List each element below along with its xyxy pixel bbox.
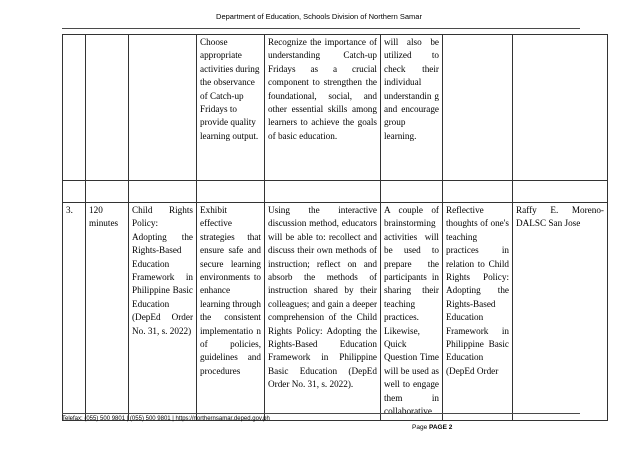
footer-contact: Telefax: (055) 500 9801 | (055) 500 9801 | https://northernsamar.deped.gov.ph [62,416,270,422]
cell-activities: will also be utilized to check their individual understandin g and encourage group learning. [381,35,443,181]
session-plan-table [62,34,608,421]
cell-objective: Choose appropriate activities during the observance of Catch-up Fridays to provide quality learning output. [197,35,265,181]
cell-resource-person [513,35,608,181]
cell-activities: A couple of brainstorming activities will be used to prepare the participants in sharing their teaching practices. Likewise, Quick Question Time will be used as well to engage them in collaborative [381,203,443,421]
table-row [63,203,608,421]
cell-empty [381,181,443,203]
page-number [412,424,452,431]
page-header: Department of Education, Schools Division of Northern Samar [216,12,422,21]
cell-output [443,35,513,181]
cell-empty [86,181,129,203]
cell-output: Reflective thoughts of one's teaching practices in relation to Child Rights Policy: Adopting the Rights-Based Education Framework in Philippine Basic Education (DepEd Order [443,203,513,421]
cell-empty [63,181,86,203]
table-row [63,35,608,181]
cell-empty [443,181,513,203]
cell-empty [129,181,197,203]
cell-duration [86,35,129,181]
cell-resource-person: Raffy E. Moreno-DALSC San Jose [513,203,608,421]
cell-topic [129,35,197,181]
page-number-value: PAGE 2 [429,424,453,431]
page-label: Page [412,424,428,431]
header-divider [62,28,580,29]
cell-objective: Exhibit effective strategies that ensure safe and secure learning environments to enhance learning through the consistent implementatio n of policies, guidelines and procedures [197,203,265,421]
cell-topic: Child Rights Policy: Adopting the Rights-Based Education Framework in Philippine Basic Education (DepEd Order No. 31, s. 2022) [129,203,197,421]
cell-methodology: Using the interactive discussion method, educators will be able to: recollect and discuss their own methods of instruction; reflect on and absorb the methods of instruction shared by their colleagues; and gain a deeper comprehension of the Child Rights Policy: Adopting the Rights-Based Education Framework in Philippine Basic Education (DepEd Order No. 31, s. 2022). [265,203,381,421]
cell-empty [513,181,608,203]
cell-number [63,35,86,181]
cell-number: 3. [63,203,86,421]
cell-empty [265,181,381,203]
cell-methodology: Recognize the importance of understanding Catch-up Fridays as a crucial component to strengthen the foundational, social, and other essential skills among learners to achieve the goals of basic education. [265,35,381,181]
table-row-spacer [63,181,608,203]
cell-empty [197,181,265,203]
footer-divider [62,413,580,414]
cell-duration: 120 minutes [86,203,129,421]
